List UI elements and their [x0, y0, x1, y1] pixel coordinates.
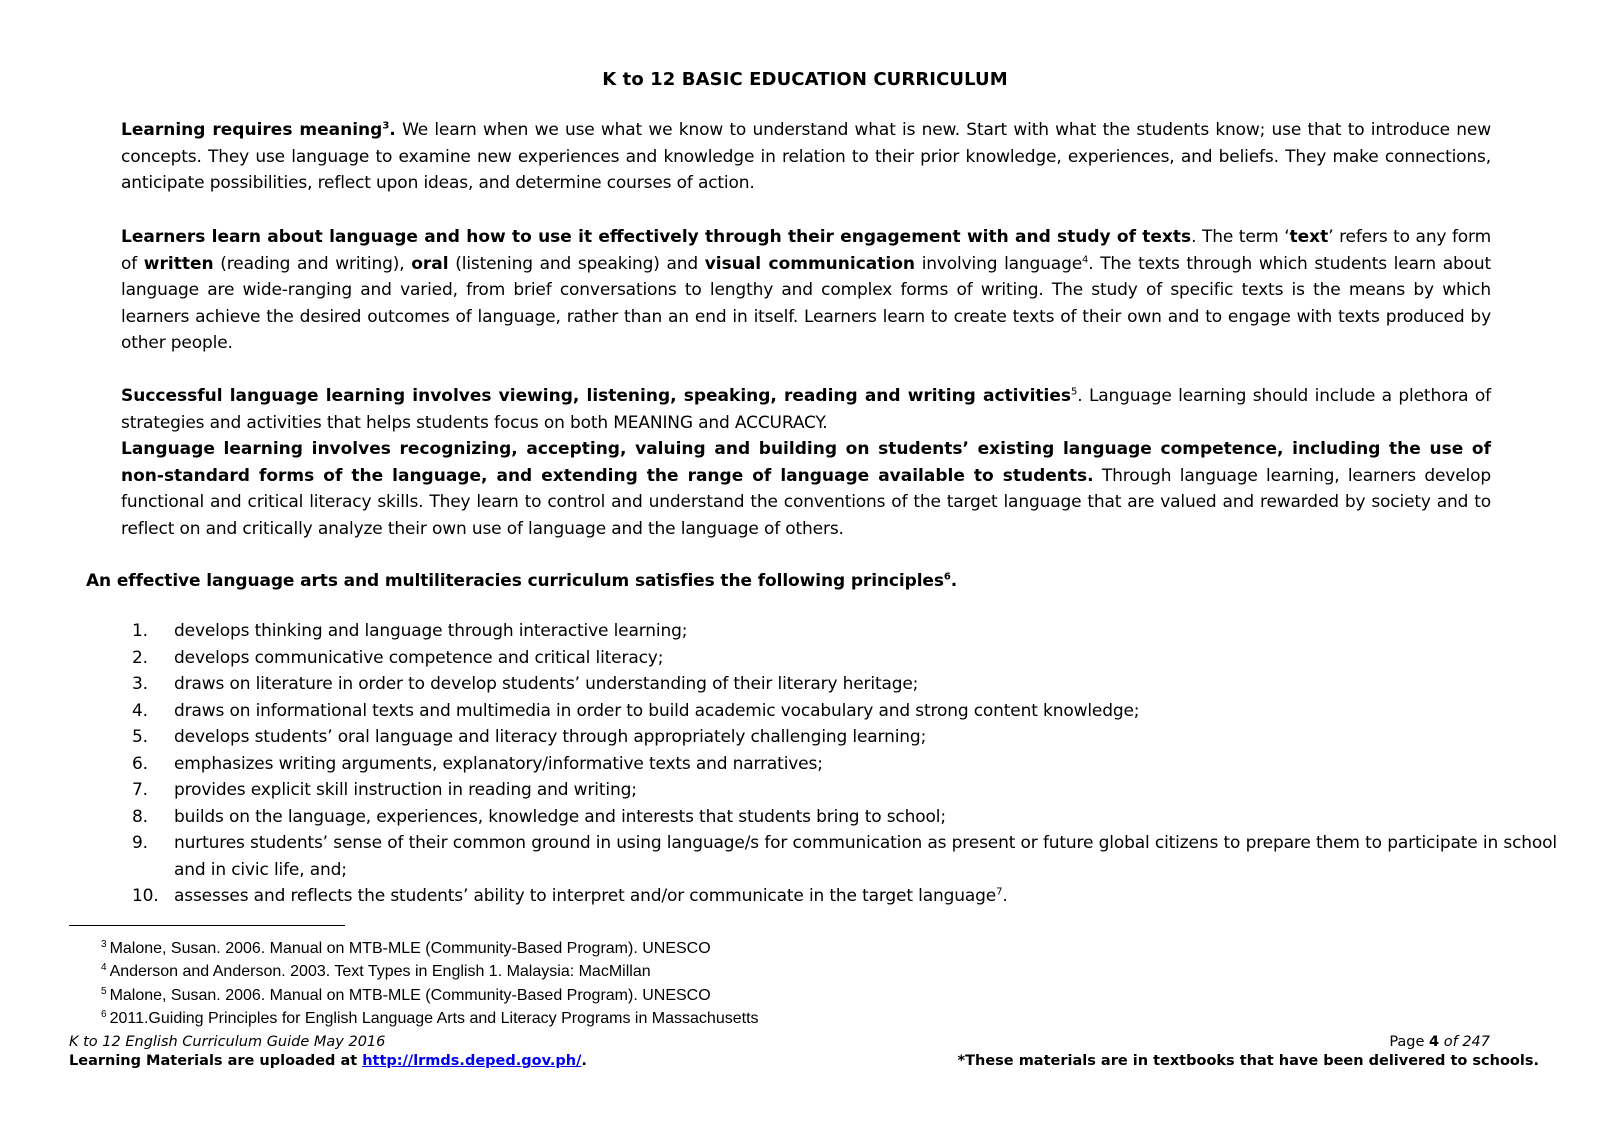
list-item	[132, 618, 1557, 645]
paragraph-text: (reading and writing),	[213, 253, 412, 274]
principles-heading-text: An effective language arts and multiliteracies curriculum satisfies the following principles	[86, 571, 944, 591]
list-item	[132, 804, 1557, 831]
footnote	[101, 939, 711, 959]
paragraph-text: . Language learning should include a plethora of strategies and activities that helps students focus on both MEANING and ACCURACY.	[121, 386, 1491, 433]
footnote	[101, 986, 711, 1006]
current-page: 4	[1429, 1034, 1440, 1050]
list-text: develops students’ oral language and literacy through appropriately challenging learning;	[174, 727, 927, 747]
list-item	[132, 751, 1557, 778]
list-text	[174, 883, 1557, 910]
footnote-text: 2011.Guiding Principles for English Language Arts and Literacy Programs in Massachusetts	[109, 1010, 759, 1027]
list-text: nurtures students’ sense of their common ground in using language/s for communication as present or future global citizens to prepare them to participate in school and in civic life, and;	[174, 833, 1557, 880]
emphasis-written: written	[143, 253, 214, 274]
list-number: 5.	[132, 727, 148, 747]
paragraph-heading: Language learning involves recognizing, accepting, valuing and building on students’ existing language competence, including the use of non-standard forms of the language, and extending the range of language available to students.	[121, 439, 1491, 486]
list-text-body: assesses and reflects the students’ ability to interpret and/or communicate in the target language	[174, 886, 997, 906]
list-number: 9.	[132, 833, 148, 853]
paragraph-text: ’ refers to any form of	[121, 227, 1492, 274]
heading-period: .	[950, 571, 958, 591]
emphasis-visual: visual communication	[704, 253, 915, 274]
upload-text: Learning Materials are uploaded at	[69, 1053, 363, 1069]
list-text: draws on literature in order to develop students’ understanding of their literary heritage;	[174, 674, 919, 694]
list-text: builds on the language, experiences, knowledge and interests that students bring to school;	[174, 806, 946, 827]
paragraph-heading: Learning requires meaning	[121, 120, 383, 140]
paragraph-text: . The term ‘	[1191, 227, 1290, 247]
paragraph-heading: Successful language learning involves viewing, listening, speaking, reading and writing activities	[121, 386, 1071, 406]
footnote-ref: 5	[1071, 386, 1078, 398]
paragraph-learning-meaning	[121, 117, 1491, 197]
list-item	[132, 883, 1557, 910]
list-item	[132, 777, 1557, 804]
footnote-ref: 4	[1082, 253, 1089, 265]
paragraph-text: (listening and speaking) and	[448, 253, 705, 274]
footnote-number: 3	[101, 938, 107, 950]
list-text-end: .	[1002, 886, 1008, 906]
list-number: 7.	[132, 780, 148, 800]
list-text: develops thinking and language through interactive learning;	[174, 621, 688, 641]
list-text: emphasizes writing arguments, explanatory/informative texts and narratives;	[174, 753, 823, 774]
footnote	[101, 962, 651, 982]
footnote-ref: 3	[382, 120, 390, 132]
list-number: 3.	[132, 674, 148, 694]
footnote-number: 6	[101, 1008, 107, 1020]
paragraph-successful-learning	[121, 383, 1491, 436]
list-number: 4.	[132, 700, 148, 721]
total-pages: of 247	[1443, 1034, 1490, 1050]
footnote-ref: 7	[996, 886, 1003, 898]
list-text: develops communicative competence and critical literacy;	[174, 647, 664, 668]
paragraph-texts	[121, 224, 1491, 357]
paragraph-text: . The texts through which students learn about language are wide-ranging and varied, from brief conversations to lengthy and complex forms of writing. The study of specific texts is the means by which learners achieve the desired outcomes of language, rather than an end in itself. Learners learn to create texts of their own and to engage with texts produced by other people.	[121, 253, 1491, 353]
page-label: Page	[1389, 1034, 1425, 1050]
footnote-text: Malone, Susan. 2006. Manual on MTB-MLE (Community-Based Program). UNESCO	[109, 987, 711, 1004]
footnote-separator	[69, 925, 345, 926]
upload-end: .	[581, 1053, 587, 1069]
page-number	[958, 1033, 1490, 1052]
footer-right	[958, 1033, 1539, 1071]
list-number: 6.	[132, 753, 148, 774]
footnote-number: 4	[101, 961, 107, 973]
list-item	[132, 671, 1557, 698]
list-text: draws on informational texts and multimedia in order to build academic vocabulary and strong content knowledge;	[174, 700, 1140, 721]
list-item	[132, 830, 1557, 883]
page-title: K to 12 BASIC EDUCATION CURRICULUM	[602, 69, 1008, 90]
emphasis-text: text	[1289, 227, 1329, 247]
paragraph-text: We learn when we use what we know to understand what is new. Start with what the students know; use that to introduce new concepts. They use language to examine new experiences and knowledge in relation to their prior knowledge, experiences, and beliefs. They make connections, anticipate possibilities, reflect upon ideas, and determine courses of action.	[121, 120, 1491, 193]
curriculum-guide-label: K to 12 English Curriculum Guide May 2016	[69, 1034, 386, 1050]
textbook-notice: *These materials are in textbooks that have been delivered to schools.	[957, 1053, 1539, 1069]
footer-left	[69, 1033, 587, 1071]
footnote-ref: 6	[943, 571, 951, 583]
footnote	[101, 1009, 759, 1029]
lrmds-link[interactable]: http://lrmds.deped.gov.ph/	[362, 1053, 582, 1069]
upload-notice	[69, 1052, 587, 1071]
list-number: 2.	[132, 647, 148, 668]
list-number: 1.	[132, 621, 148, 641]
footnote-number: 5	[101, 985, 107, 997]
footnote-text: Anderson and Anderson. 2003. Text Types in English 1. Malaysia: MacMillan	[109, 963, 651, 980]
list-item	[132, 645, 1557, 672]
list-number: 8.	[132, 806, 148, 827]
paragraph-text: involving language	[915, 253, 1083, 274]
paragraph-text: Through language learning, learners develop functional and critical literacy skills. They learn to control and understand the conventions of the target language that are valued and rewarded by society and to reflect on and critically analyze their own use of language and the language of others.	[121, 465, 1491, 539]
paragraph-language-competence	[121, 436, 1491, 542]
paragraph-heading: Learners learn about language and how to use it effectively through their engagement with and study of texts	[121, 227, 1192, 247]
list-item	[132, 724, 1557, 751]
footnote-text: Malone, Susan. 2006. Manual on MTB-MLE (Community-Based Program). UNESCO	[109, 940, 711, 957]
emphasis-oral: oral	[411, 253, 449, 274]
principles-heading	[86, 568, 957, 594]
list-item	[132, 698, 1557, 725]
list-number: 10.	[132, 886, 159, 906]
list-text: provides explicit skill instruction in reading and writing;	[174, 780, 637, 800]
heading-period: .	[389, 120, 396, 140]
